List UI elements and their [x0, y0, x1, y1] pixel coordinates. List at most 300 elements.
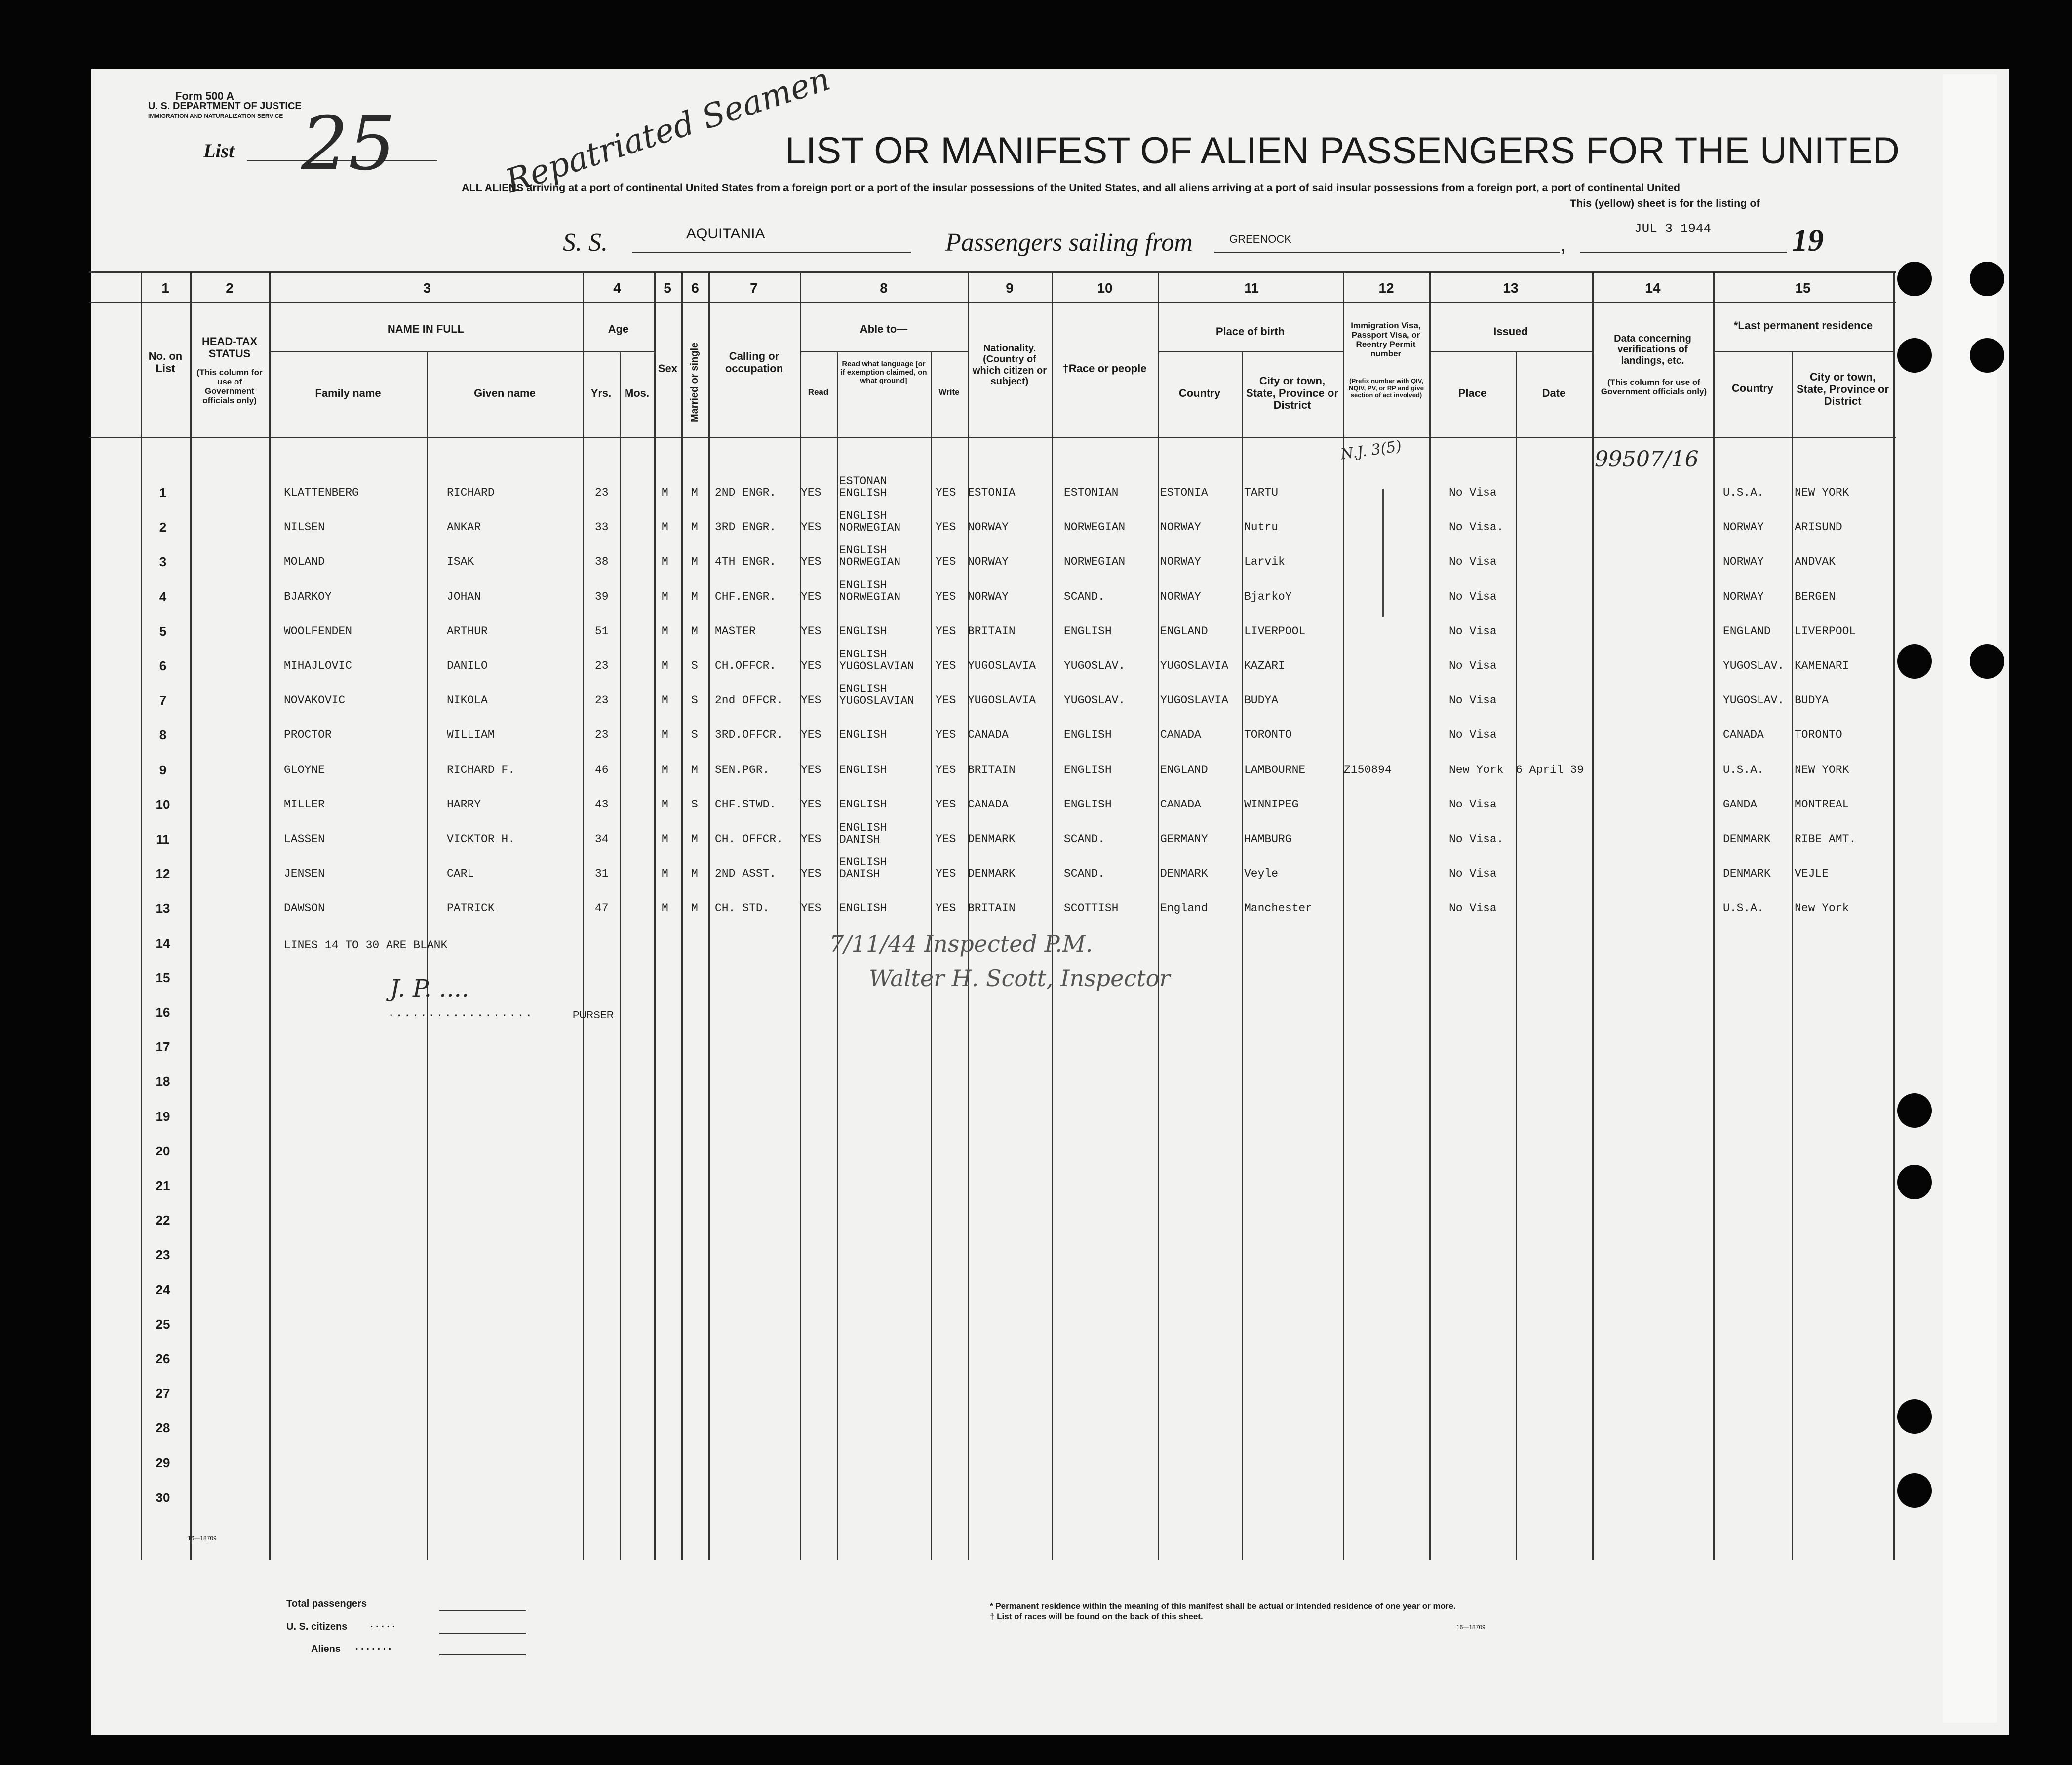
- residence-country: GANDA: [1723, 798, 1758, 811]
- birth-country: GERMANY: [1160, 833, 1208, 845]
- form-code-left: 16—18709: [188, 1535, 217, 1542]
- row-number: 20: [156, 1143, 170, 1158]
- total-passengers-line: [439, 1610, 526, 1611]
- occupation: 2ND ASST.: [715, 867, 777, 881]
- birth-city: Veyle: [1244, 867, 1279, 881]
- marital-status: S: [691, 659, 698, 672]
- marital-status: M: [691, 486, 698, 499]
- hdr-able-to: Able to—: [860, 323, 908, 335]
- colno: 6: [691, 280, 699, 296]
- manifest-subtitle-2: This (yellow) sheet is for the listing of: [1570, 197, 1760, 209]
- hdr-read: Read: [808, 387, 829, 397]
- repatriated-note: Repatriated Seamen: [501, 59, 835, 201]
- purser-label: PURSER: [573, 1010, 614, 1021]
- form-number: Form 500 A: [175, 90, 235, 102]
- residence-country: YUGOSLAV.: [1723, 694, 1785, 707]
- can-read: YES: [801, 624, 821, 638]
- manifest-subtitle-1: ALL ALIENS arriving at a port of continental United States from a foreign port or a port of the insular possessions of the United States, and all aliens arriving at a port of said insular possessions from a foreign port, a port of continental United: [462, 182, 1681, 193]
- marital-status: M: [691, 624, 698, 638]
- can-read: YES: [801, 729, 821, 742]
- us-citizens-line: [439, 1633, 526, 1634]
- residence-city: ANDVAK: [1795, 555, 1836, 569]
- hdr-visa-note: (Prefix number with QIV, NQIV, PV, or RP and give section of act involved): [1349, 377, 1424, 399]
- residence-country: U.S.A.: [1723, 763, 1764, 776]
- col-divider: [427, 351, 428, 1560]
- sex: M: [662, 624, 668, 638]
- age-years: 39: [595, 590, 609, 603]
- right-margin-strip: [1943, 74, 1997, 1723]
- residence-city: New York: [1795, 902, 1849, 915]
- colno: 14: [1645, 280, 1661, 296]
- read-language: ESTONAN ENGLISH: [839, 475, 887, 499]
- issued-place: No Visa.: [1449, 521, 1504, 534]
- marital-status: S: [691, 729, 698, 742]
- port-name: GREENOCK: [1229, 233, 1291, 245]
- col-divider: [654, 271, 656, 1560]
- marital-status: M: [691, 555, 698, 569]
- hdr-yrs: Yrs.: [590, 387, 612, 399]
- nationality: NORWAY: [968, 555, 1009, 569]
- can-read: YES: [801, 798, 821, 811]
- nationality: DENMARK: [968, 867, 1016, 881]
- age-years: 33: [595, 521, 609, 534]
- given-name: NIKOLA: [447, 694, 488, 707]
- age-years: 38: [595, 555, 609, 569]
- issued-place: No Visa: [1449, 902, 1497, 915]
- can-read: YES: [801, 659, 821, 672]
- hdr-nationality: Nationality. (Country of which citizen or subject): [972, 343, 1047, 387]
- read-language: ENGLISH DANISH: [839, 856, 887, 881]
- port-underline: [1214, 252, 1560, 253]
- row-number: 14: [156, 935, 170, 951]
- residence-city: VEJLE: [1795, 867, 1829, 881]
- issued-place: New York: [1449, 763, 1504, 776]
- given-name: HARRY: [447, 798, 481, 811]
- residence-city: LIVERPOOL: [1795, 624, 1856, 638]
- race: SCAND.: [1064, 867, 1105, 881]
- hdr-calling: Calling or occupation: [725, 350, 783, 375]
- punch-hole: [1897, 338, 1932, 373]
- visa-number: Z150894: [1344, 763, 1392, 776]
- family-name: MIHAJLOVIC: [284, 659, 352, 672]
- can-read: YES: [801, 486, 821, 499]
- can-write: YES: [936, 555, 956, 569]
- age-years: 43: [595, 798, 609, 811]
- can-read: YES: [801, 902, 821, 915]
- colno: 5: [664, 280, 671, 296]
- birth-country: CANADA: [1160, 729, 1201, 742]
- can-write: YES: [936, 486, 956, 499]
- marital-status: S: [691, 798, 698, 811]
- col-divider: [1158, 271, 1159, 1560]
- can-read: YES: [801, 867, 821, 881]
- birth-city: Manchester: [1244, 902, 1313, 915]
- punch-hole: [1897, 1165, 1932, 1199]
- residence-country: NORWAY: [1723, 521, 1764, 534]
- birth-city: TORONTO: [1244, 729, 1292, 742]
- can-write: YES: [936, 867, 956, 881]
- can-read: YES: [801, 521, 821, 534]
- hdr-head-tax-note: (This column for use of Government officials only): [196, 368, 263, 406]
- occupation: 2ND ENGR.: [715, 486, 777, 499]
- col-divider: [681, 271, 683, 1560]
- read-language: ENGLISH: [839, 624, 887, 638]
- row-number: 10: [156, 797, 170, 812]
- can-write: YES: [936, 729, 956, 742]
- can-write: YES: [936, 659, 956, 672]
- residence-country: YUGOSLAV.: [1723, 659, 1785, 672]
- marital-status: M: [691, 521, 698, 534]
- can-write: YES: [936, 798, 956, 811]
- nationality: YUGOSLAVIA: [968, 694, 1036, 707]
- birth-country: DENMARK: [1160, 867, 1208, 881]
- residence-country: NORWAY: [1723, 590, 1764, 603]
- col-divider: [190, 271, 192, 1560]
- nationality: BRITAIN: [968, 624, 1016, 638]
- birth-city: Larvik: [1244, 555, 1285, 569]
- hdr-data-concerning: Data concerning verifications of landings, etc.: [1614, 333, 1691, 366]
- row-number: 21: [156, 1178, 170, 1193]
- marital-status: M: [691, 590, 698, 603]
- age-years: 23: [595, 486, 609, 499]
- occupation: 3RD ENGR.: [715, 521, 777, 534]
- sex: M: [662, 521, 668, 534]
- family-name: KLATTENBERG: [284, 486, 359, 499]
- sex: M: [662, 659, 668, 672]
- race: ENGLISH: [1064, 798, 1112, 811]
- family-name: LASSEN: [284, 833, 325, 845]
- col-divider: [141, 271, 142, 1560]
- hdr-last-residence: *Last permanent residence: [1733, 319, 1873, 332]
- marital-status: M: [691, 763, 698, 776]
- row-number: 8: [159, 728, 167, 743]
- given-name: PATRICK: [447, 902, 495, 915]
- given-name: DANILO: [447, 659, 488, 672]
- residence-city: NEW YORK: [1795, 763, 1849, 776]
- col-divider: [1516, 351, 1517, 1560]
- total-passengers-label: Total passengers: [286, 1598, 367, 1609]
- sailing-date: JUL 3 1944: [1634, 221, 1712, 236]
- service-name: IMMIGRATION AND NATURALIZATION SERVICE: [148, 113, 283, 119]
- sailing-label: Passengers sailing from: [945, 229, 1193, 257]
- race: SCAND.: [1064, 590, 1105, 603]
- nationality: CANADA: [968, 798, 1009, 811]
- given-name: ARTHUR: [447, 624, 488, 638]
- birth-city: BUDYA: [1244, 694, 1279, 707]
- residence-country: CANADA: [1723, 729, 1764, 742]
- hdr-issued-place: Place: [1458, 387, 1487, 399]
- column-number-divider: [89, 302, 1896, 303]
- col-divider: [1242, 351, 1243, 1560]
- subheader-line: [1713, 351, 1893, 352]
- sex: M: [662, 729, 668, 742]
- colno: 9: [1006, 280, 1014, 296]
- colno: 4: [613, 280, 621, 296]
- row-number: 28: [156, 1420, 170, 1436]
- hdr-age: Age: [608, 323, 629, 335]
- hdr-name-in-full: NAME IN FULL: [387, 323, 465, 335]
- birth-country: NORWAY: [1160, 521, 1201, 534]
- hdr-no-on-list: No. on List: [148, 350, 183, 375]
- birth-country: ESTONIA: [1160, 486, 1208, 499]
- subheader-line: [1158, 351, 1343, 352]
- manifest-sheet: [91, 69, 2009, 1735]
- hdr-issued-date: Date: [1542, 387, 1566, 399]
- read-language: ENGLISH YUGOSLAVIAN: [839, 648, 914, 673]
- residence-city: NEW YORK: [1795, 486, 1849, 499]
- occupation: CHF.STWD.: [715, 798, 777, 811]
- nationality: NORWAY: [968, 590, 1009, 603]
- row-number: 7: [159, 693, 167, 708]
- race: YUGOSLAV.: [1064, 694, 1126, 707]
- hdr-married: Married or single: [689, 342, 700, 422]
- issued-place: No Visa: [1449, 867, 1497, 881]
- sex: M: [662, 763, 668, 776]
- age-years: 31: [595, 867, 609, 881]
- department-name: U. S. DEPARTMENT OF JUSTICE: [148, 101, 302, 112]
- hdr-read-language: Read what language [or if exemption claimed, on what ground]: [840, 360, 927, 385]
- family-name: DAWSON: [284, 902, 325, 915]
- birth-country: ENGLAND: [1160, 624, 1208, 638]
- birth-country: ENGLAND: [1160, 763, 1208, 776]
- col-divider: [968, 271, 969, 1560]
- issued-place: No Visa: [1449, 590, 1497, 603]
- row-number: 2: [159, 520, 167, 535]
- birth-city: LAMBOURNE: [1244, 763, 1306, 776]
- race: NORWEGIAN: [1064, 521, 1126, 534]
- can-write: YES: [936, 624, 956, 638]
- can-write: YES: [936, 521, 956, 534]
- nationality: BRITAIN: [968, 763, 1016, 776]
- row-number: 25: [156, 1316, 170, 1332]
- age-years: 23: [595, 659, 609, 672]
- read-language: ENGLISH: [839, 763, 887, 776]
- race: YUGOSLAV.: [1064, 659, 1126, 672]
- hdr-family-name: Family name: [315, 387, 381, 399]
- colno: 15: [1795, 280, 1811, 296]
- sex: M: [662, 694, 668, 707]
- aliens-dots: . . . . . . .: [355, 1641, 391, 1652]
- birth-country: YUGOSLAVIA: [1160, 659, 1229, 672]
- can-write: YES: [936, 763, 956, 776]
- row-number: 17: [156, 1039, 170, 1055]
- residence-country: DENMARK: [1723, 833, 1771, 845]
- data-concerning-value: 99507/16: [1595, 447, 1699, 472]
- nationality: ESTONIA: [968, 486, 1016, 499]
- issued-place: No Visa: [1449, 694, 1497, 707]
- row-number: 9: [159, 762, 167, 777]
- issued-place: No Visa: [1449, 555, 1497, 569]
- us-citizens-label: U. S. citizens: [286, 1621, 348, 1632]
- list-number: 25: [301, 101, 395, 187]
- sex: M: [662, 798, 668, 811]
- subheader-line: [1429, 351, 1592, 352]
- residence-city: BERGEN: [1795, 590, 1836, 603]
- can-read: YES: [801, 555, 821, 569]
- can-read: YES: [801, 763, 821, 776]
- can-read: YES: [801, 590, 821, 603]
- nationality: DENMARK: [968, 833, 1016, 845]
- colno: 7: [750, 280, 758, 296]
- birth-city: BjarkoY: [1244, 590, 1292, 603]
- birth-city: KAZARI: [1244, 659, 1285, 672]
- issued-place: No Visa: [1449, 624, 1497, 638]
- col-divider: [1893, 271, 1895, 1560]
- punch-hole: [1897, 1473, 1932, 1508]
- hdr-mos: Mos.: [624, 387, 650, 399]
- footnote-races: † List of races will be found on the back of this sheet.: [990, 1612, 1203, 1621]
- can-write: YES: [936, 590, 956, 603]
- occupation: 2nd OFFCR.: [715, 694, 783, 707]
- row-number: 3: [159, 554, 167, 570]
- issued-place: No Visa: [1449, 486, 1497, 499]
- given-name: RICHARD F.: [447, 763, 515, 776]
- aliens-label: Aliens: [311, 1644, 341, 1654]
- age-years: 23: [595, 694, 609, 707]
- ss-label: S. S.: [563, 229, 608, 257]
- given-name: VICKTOR H.: [447, 833, 515, 845]
- subheader-line: [269, 351, 583, 352]
- colno: 8: [880, 280, 888, 296]
- sex: M: [662, 555, 668, 569]
- age-years: 34: [595, 833, 609, 845]
- subheader-line: [583, 351, 654, 352]
- table-top-border: [89, 271, 1896, 273]
- marital-status: M: [691, 867, 698, 881]
- given-name: WILLIAM: [447, 729, 495, 742]
- punch-hole: [1970, 338, 2004, 373]
- marital-status: M: [691, 902, 698, 915]
- row-number: 30: [156, 1490, 170, 1505]
- row-number: 26: [156, 1351, 170, 1366]
- residence-city: BUDYA: [1795, 694, 1829, 707]
- read-language: ENGLISH DANISH: [839, 821, 887, 846]
- col-divider: [1592, 271, 1594, 1560]
- row-number: 15: [156, 970, 170, 985]
- family-name: MILLER: [284, 798, 325, 811]
- row-number: 4: [159, 589, 167, 604]
- hdr-head-tax: HEAD-TAX STATUS: [201, 335, 258, 360]
- birth-country: CANADA: [1160, 798, 1201, 811]
- row-number: 27: [156, 1386, 170, 1401]
- nationality: YUGOSLAVIA: [968, 659, 1036, 672]
- can-write: YES: [936, 833, 956, 845]
- family-name: BJARKOY: [284, 590, 332, 603]
- form-code: 16—18709: [1456, 1624, 1486, 1631]
- hdr-issued: Issued: [1493, 325, 1528, 338]
- purser-signature: J. P. ....: [390, 975, 469, 1002]
- sex: M: [662, 486, 668, 499]
- punch-hole: [1897, 1399, 1932, 1434]
- race: ENGLISH: [1064, 729, 1112, 742]
- inspector-signature: Walter H. Scott, Inspector: [869, 965, 1171, 992]
- list-label: List: [203, 140, 235, 162]
- hdr-write: Write: [938, 387, 960, 397]
- colno: 10: [1097, 280, 1113, 296]
- footnote-residence: * Permanent residence within the meaning of this manifest shall be actual or intended residence of one year or more.: [990, 1601, 1456, 1611]
- row-number: 11: [156, 832, 170, 846]
- can-read: YES: [801, 694, 821, 707]
- residence-country: U.S.A.: [1723, 902, 1764, 915]
- can-write: YES: [936, 694, 956, 707]
- residence-country: DENMARK: [1723, 867, 1771, 881]
- age-years: 46: [595, 763, 609, 776]
- subheader-line: [800, 351, 968, 352]
- residence-country: U.S.A.: [1723, 486, 1764, 499]
- family-name: PROCTOR: [284, 729, 332, 742]
- hdr-given-name: Given name: [474, 387, 536, 399]
- sex: M: [662, 867, 668, 881]
- age-years: 51: [595, 624, 609, 638]
- occupation: CH. OFFCR.: [715, 833, 783, 845]
- hdr-data-note: (This column for use of Government officials only): [1601, 378, 1707, 397]
- occupation: CHF.ENGR.: [715, 590, 777, 603]
- comma: ,: [1560, 232, 1566, 256]
- residence-city: KAMENARI: [1795, 659, 1849, 672]
- row-number: 29: [156, 1455, 170, 1470]
- punch-hole: [1897, 644, 1932, 679]
- manifest-title: LIST OR MANIFEST OF ALIEN PASSENGERS FOR THE UNITED: [785, 130, 1900, 172]
- sex: M: [662, 833, 668, 845]
- visa-bracket-line: [1382, 489, 1384, 617]
- given-name: RICHARD: [447, 486, 495, 499]
- col-divider: [1713, 271, 1715, 1560]
- row-number: 6: [159, 658, 167, 673]
- hdr-birth-country: Country: [1178, 387, 1221, 399]
- date-underline: [1580, 252, 1787, 253]
- hdr-birth-city: City or town, State, Province or District: [1246, 375, 1339, 412]
- col-divider: [583, 271, 584, 1560]
- birth-city: WINNIPEG: [1244, 798, 1299, 811]
- read-language: ENGLISH NORWEGIAN: [839, 509, 901, 535]
- colno: 1: [161, 280, 169, 296]
- residence-country: NORWAY: [1723, 555, 1764, 569]
- col-divider: [708, 271, 710, 1560]
- read-language: ENGLISH: [839, 729, 887, 742]
- row-number: 24: [156, 1282, 170, 1297]
- colno: 3: [423, 280, 431, 296]
- hdr-visa: Immigration Visa, Passport Visa, or Reentry Permit number: [1351, 321, 1421, 359]
- age-years: 47: [595, 902, 609, 915]
- birth-city: Nutru: [1244, 521, 1279, 534]
- row-number: 12: [156, 866, 170, 882]
- birth-country: NORWAY: [1160, 555, 1201, 569]
- us-citizens-dots: . . . . .: [370, 1619, 395, 1630]
- residence-country: ENGLAND: [1723, 624, 1771, 638]
- marital-status: S: [691, 694, 698, 707]
- read-language: ENGLISH NORWEGIAN: [839, 544, 901, 569]
- race: ENGLISH: [1064, 763, 1112, 776]
- colno: 2: [226, 280, 234, 296]
- occupation: 3RD.OFFCR.: [715, 729, 783, 742]
- birth-country: NORWAY: [1160, 590, 1201, 603]
- given-name: ISAK: [447, 555, 474, 569]
- punch-hole: [1897, 262, 1932, 296]
- occupation: SEN.PGR.: [715, 763, 770, 776]
- issued-date: 6 April 39: [1516, 763, 1584, 776]
- punch-hole: [1897, 1093, 1932, 1128]
- hdr-place-of-birth: Place of birth: [1215, 325, 1285, 338]
- colno: 11: [1244, 280, 1259, 296]
- aliens-line: [439, 1654, 526, 1655]
- row-number: 22: [156, 1213, 170, 1228]
- family-name: GLOYNE: [284, 763, 325, 776]
- birth-country: YUGOSLAVIA: [1160, 694, 1229, 707]
- birth-country: England: [1160, 902, 1208, 915]
- col-divider: [800, 271, 801, 1560]
- col-divider: [1429, 271, 1431, 1560]
- given-name: ANKAR: [447, 521, 481, 534]
